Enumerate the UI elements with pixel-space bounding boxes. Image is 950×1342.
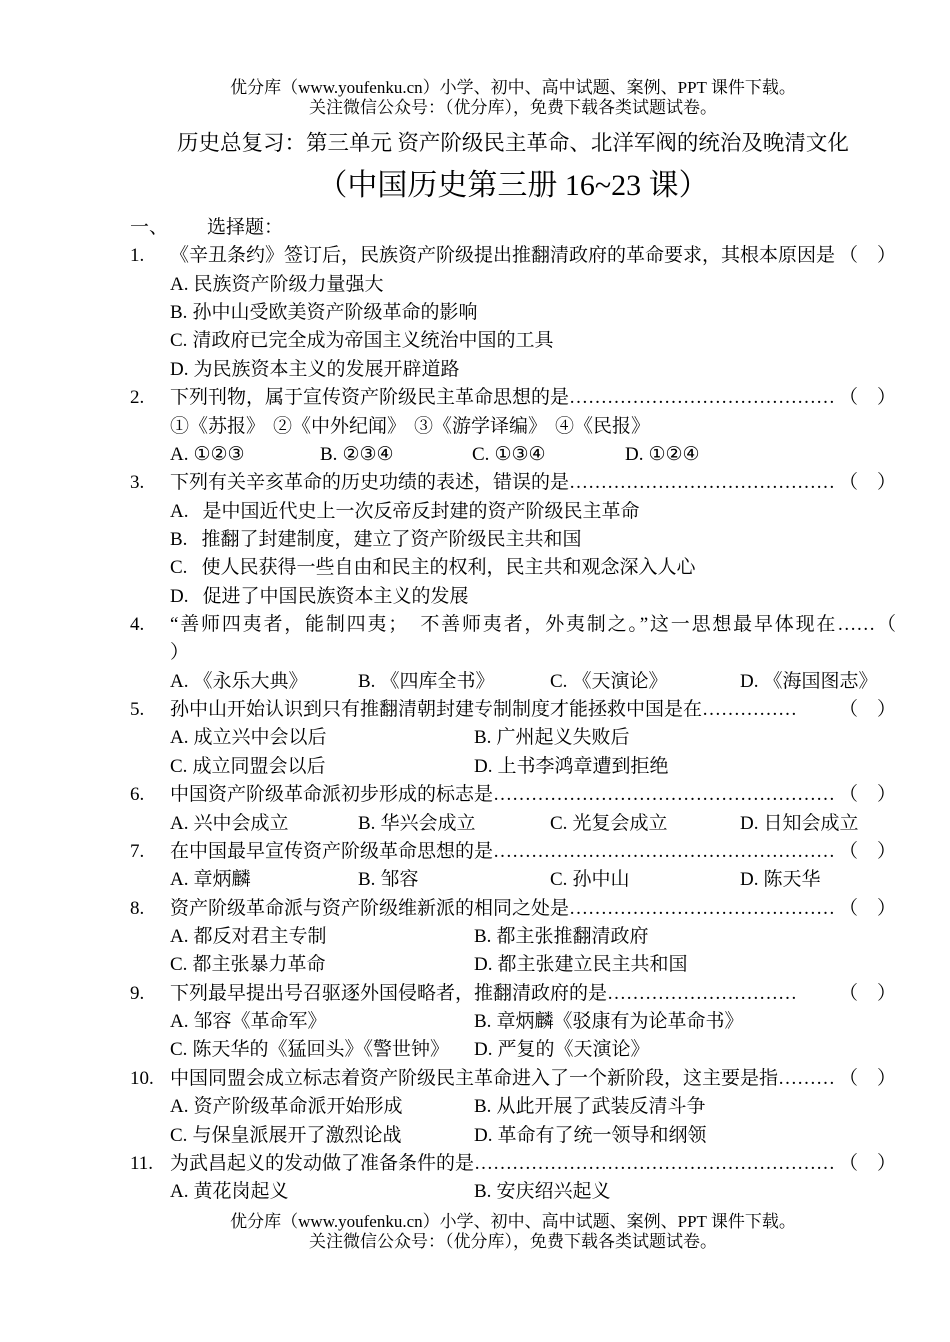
option-text: 光复会成立 xyxy=(572,812,668,834)
option-text: ①②③ xyxy=(193,443,245,465)
question-10 xyxy=(130,1065,896,1150)
question-number: 4. xyxy=(130,614,145,636)
question-stem: 中国同盟会成立标志着资产阶级民主革命进入了一个新阶段，这主要是指 xyxy=(170,1067,779,1089)
option-label: D. xyxy=(740,812,759,834)
option-text: 陈天华的《猛回头》《警世钟》 xyxy=(192,1039,449,1061)
options-row xyxy=(130,668,896,696)
option-label: B. xyxy=(358,812,376,834)
option-text: 民族资产阶级力量强大 xyxy=(193,273,384,295)
footer-line-2: 关注微信公众号：（优分库），免费下载各类试题试卷。 xyxy=(309,1231,717,1251)
option-d xyxy=(130,583,896,611)
option-a xyxy=(170,724,474,752)
answer-blank: （ ） xyxy=(838,1067,896,1089)
options-row xyxy=(130,1093,896,1121)
item-2: ②《中外纪闻》 xyxy=(273,415,407,437)
option-text: 陈天华 xyxy=(763,869,821,891)
option-label: B. xyxy=(170,528,188,550)
question-stem: 下列最早提出号召驱逐外国侵略者，推翻清政府的是 xyxy=(170,982,608,1004)
option-text: 与保皇派展开了激烈论战 xyxy=(192,1124,402,1146)
answer-blank: （ ） xyxy=(838,784,896,806)
option-text: 安庆绍兴起义 xyxy=(496,1181,611,1203)
option-text: 《天演论》 xyxy=(572,670,668,692)
option-a xyxy=(170,923,474,951)
option-label: B. xyxy=(170,302,188,324)
option-c xyxy=(170,753,474,781)
option-a xyxy=(130,271,896,299)
option-text: 清政府已完全成为帝国主义统治中国的工具 xyxy=(192,330,554,352)
option-text: 《四库全书》 xyxy=(380,670,495,692)
option-d xyxy=(625,441,896,469)
question-9 xyxy=(130,980,896,1065)
option-text: 促进了中国民族资本主义的发展 xyxy=(202,585,469,607)
option-label: D. xyxy=(740,670,759,692)
options-row xyxy=(130,1122,896,1150)
option-d xyxy=(740,866,896,894)
section-heading xyxy=(130,214,896,242)
question-stem-line xyxy=(130,895,896,923)
option-c xyxy=(130,327,896,355)
options-row xyxy=(130,923,896,951)
option-text: 华兴会成立 xyxy=(380,812,476,834)
option-text: 成立同盟会以后 xyxy=(192,755,326,777)
section-number: 一、 xyxy=(130,217,169,238)
page-footer xyxy=(130,1212,896,1251)
options-row xyxy=(130,1008,896,1036)
question-stem-line xyxy=(130,980,896,1008)
dot-leader: ……………………………………………… xyxy=(493,840,836,862)
option-label: B. xyxy=(320,443,338,465)
option-label: A. xyxy=(170,1181,189,1203)
option-d xyxy=(130,356,896,384)
question-stem-continuation: ） xyxy=(170,642,190,664)
item-4: ④《民报》 xyxy=(555,415,651,437)
dot-leader: ………………………… xyxy=(607,982,798,1004)
item-3: ③《游学译编》 xyxy=(414,415,548,437)
option-a xyxy=(170,810,358,838)
option-b xyxy=(320,441,472,469)
option-text: 上书李鸿章遭到拒绝 xyxy=(497,755,669,777)
question-stem: 为武昌起义的发动做了准备条件的是 xyxy=(170,1152,475,1174)
question-3 xyxy=(130,469,896,611)
option-a xyxy=(170,866,358,894)
option-b xyxy=(358,810,550,838)
dot-leader: ……… xyxy=(778,1067,836,1089)
dot-leader: ………………………………………………… xyxy=(474,1152,836,1174)
options-row xyxy=(130,866,896,894)
question-number: 9. xyxy=(130,982,145,1004)
option-label: A. xyxy=(170,1096,189,1118)
option-text: 从此开展了武装反清斗争 xyxy=(496,1096,706,1118)
question-stem-line xyxy=(130,1150,896,1178)
question-2 xyxy=(130,384,896,469)
question-number: 5. xyxy=(130,699,145,721)
option-text: ①③④ xyxy=(494,443,546,465)
question-number: 11. xyxy=(130,1152,154,1174)
option-d xyxy=(474,951,896,979)
option-label: D. xyxy=(474,755,493,777)
option-label: D. xyxy=(740,869,759,891)
option-text: 孙中山受欧美资产阶级革命的影响 xyxy=(192,302,478,324)
question-4 xyxy=(130,611,896,696)
option-b xyxy=(474,923,896,951)
option-text: 都反对君主专制 xyxy=(193,925,327,947)
option-b xyxy=(358,866,550,894)
option-label: B. xyxy=(474,1096,492,1118)
numbered-items xyxy=(130,413,896,441)
question-stem-line xyxy=(130,384,896,412)
option-text: ①②④ xyxy=(648,443,700,465)
option-label: D. xyxy=(170,585,189,607)
option-c xyxy=(130,554,896,582)
option-label: A. xyxy=(170,869,189,891)
answer-blank: （ ） xyxy=(838,982,896,1004)
option-label: A. xyxy=(170,925,189,947)
dot-leader: …………… xyxy=(702,699,798,721)
answer-blank: （ ） xyxy=(838,1152,896,1174)
header-line-2: 关注微信公众号：（优分库），免费下载各类试题试卷。 xyxy=(309,97,717,117)
options-row xyxy=(130,1036,896,1064)
option-label: B. xyxy=(358,670,376,692)
options-row xyxy=(130,810,896,838)
option-text: 广州起义失败后 xyxy=(496,727,630,749)
option-text: 邹容 xyxy=(380,869,419,891)
section-label: 选择题： xyxy=(207,217,284,238)
option-a xyxy=(170,668,358,696)
question-stem-line xyxy=(130,1065,896,1093)
option-label: A. xyxy=(170,1011,189,1033)
question-11 xyxy=(130,1150,896,1207)
answer-blank: （ ） xyxy=(838,840,896,862)
option-text: 日知会成立 xyxy=(763,812,859,834)
dot-leader: …………………………………… xyxy=(569,472,836,494)
question-stem: 中国资产阶级革命派初步形成的标志是 xyxy=(170,784,494,806)
question-stem: “善师四夷者，能制四夷； 不善师夷者，外夷制之。”这一思想最早体现在……（ xyxy=(170,614,896,636)
question-stem: 下列刊物，属于宣传资产阶级民主革命思想的是 xyxy=(170,387,570,409)
item-1: ①《苏报》 xyxy=(170,415,266,437)
question-stem-line xyxy=(130,469,896,497)
option-label: D. xyxy=(170,358,189,380)
option-label: C. xyxy=(170,755,188,777)
question-number: 10. xyxy=(130,1067,154,1089)
option-a xyxy=(170,1093,474,1121)
document-title: 历史总复习：第三单元 资产阶级民主革命、北洋军阀的统治及晚清文化 xyxy=(177,131,849,155)
option-d xyxy=(740,668,896,696)
option-label: A. xyxy=(170,443,189,465)
option-text: 是中国近代史上一次反帝反封建的资产阶级民主革命 xyxy=(202,500,640,522)
header-line-1: 优分库（www.youfenku.cn）小学、初中、高中试题、案例、PPT 课件下载。 xyxy=(230,78,796,97)
options-row xyxy=(130,724,896,752)
page-header xyxy=(130,78,896,117)
question-stem-line xyxy=(130,611,896,639)
option-b xyxy=(474,724,896,752)
answer-blank: （ ） xyxy=(838,699,896,721)
question-number: 8. xyxy=(130,897,145,919)
option-label: C. xyxy=(550,670,568,692)
option-text: 孙中山 xyxy=(572,869,630,891)
document-subtitle: （中国历史第三册 16~23 课） xyxy=(317,169,709,202)
option-label: C. xyxy=(550,812,568,834)
option-b xyxy=(130,299,896,327)
options-row xyxy=(130,951,896,979)
question-stem: 在中国最早宣传资产阶级革命思想的是 xyxy=(170,840,494,862)
option-text: 都主张推翻清政府 xyxy=(496,925,649,947)
option-c xyxy=(550,668,740,696)
option-d xyxy=(474,1122,896,1150)
option-label: B. xyxy=(358,869,376,891)
question-stem-line xyxy=(130,696,896,724)
question-number: 1. xyxy=(130,245,145,267)
option-text: 严复的《天演论》 xyxy=(497,1039,650,1061)
option-b xyxy=(474,1093,896,1121)
question-number: 7. xyxy=(130,840,145,862)
option-b xyxy=(358,668,550,696)
option-text: 推翻了封建制度，建立了资产阶级民主共和国 xyxy=(201,528,582,550)
dot-leader: …………………………………… xyxy=(569,387,836,409)
option-text: 都主张建立民主共和国 xyxy=(497,954,688,976)
question-section xyxy=(130,214,896,1207)
option-label: C. xyxy=(472,443,490,465)
question-7 xyxy=(130,838,896,895)
option-d xyxy=(474,753,896,781)
question-stem: 孙中山开始认识到只有推翻清朝封建专制制度才能拯救中国是在 xyxy=(170,699,703,721)
option-c xyxy=(550,810,740,838)
answer-blank: （ ） xyxy=(838,245,896,267)
option-label: C. xyxy=(170,557,188,579)
option-c xyxy=(170,1122,474,1150)
option-label: D. xyxy=(625,443,644,465)
option-label: A. xyxy=(170,500,189,522)
option-text: 黄花岗起义 xyxy=(193,1181,289,1203)
option-a xyxy=(130,498,896,526)
option-d xyxy=(474,1036,896,1064)
option-c xyxy=(472,441,625,469)
option-label: A. xyxy=(170,670,189,692)
option-b xyxy=(474,1008,896,1036)
option-a xyxy=(170,441,320,469)
question-1 xyxy=(130,242,896,384)
option-label: B. xyxy=(474,727,492,749)
option-text: 革命有了统一领导和纲领 xyxy=(497,1124,707,1146)
option-text: ②③④ xyxy=(342,443,394,465)
question-8 xyxy=(130,895,896,980)
option-label: A. xyxy=(170,273,189,295)
option-label: C. xyxy=(170,1124,188,1146)
option-label: D. xyxy=(474,1039,493,1061)
option-label: C. xyxy=(170,1039,188,1061)
option-label: B. xyxy=(474,1011,492,1033)
answer-blank: （ ） xyxy=(838,897,896,919)
option-label: A. xyxy=(170,812,189,834)
dot-leader: ……………………………………………… xyxy=(493,784,836,806)
option-text: 《海国图志》 xyxy=(763,670,878,692)
option-label: A. xyxy=(170,727,189,749)
question-stem: 资产阶级革命派与资产阶级维新派的相同之处是 xyxy=(170,897,570,919)
option-text: 为民族资本主义的发展开辟道路 xyxy=(193,358,460,380)
question-number: 3. xyxy=(130,472,145,494)
option-text: 章炳麟《驳康有为论革命书》 xyxy=(496,1011,744,1033)
option-b xyxy=(474,1178,896,1206)
option-label: C. xyxy=(550,869,568,891)
dot-leader: …………………………………… xyxy=(569,897,836,919)
question-number: 2. xyxy=(130,387,145,409)
answer-blank: （ ） xyxy=(838,387,896,409)
option-text: 使人民获得一些自由和民主的权利，民主共和观念深入人心 xyxy=(201,557,696,579)
question-number: 6. xyxy=(130,784,145,806)
option-c xyxy=(170,1036,474,1064)
question-6 xyxy=(130,781,896,838)
option-text: 邹容《革命军》 xyxy=(193,1011,327,1033)
option-d xyxy=(740,810,896,838)
option-a xyxy=(170,1178,474,1206)
option-b xyxy=(130,526,896,554)
question-stem-line xyxy=(130,838,896,866)
option-c xyxy=(550,866,740,894)
options-row xyxy=(130,753,896,781)
option-label: B. xyxy=(474,925,492,947)
option-c xyxy=(170,951,474,979)
option-label: D. xyxy=(474,1124,493,1146)
footer-line-1: 优分库（www.youfenku.cn）小学、初中、高中试题、案例、PPT 课件下载。 xyxy=(230,1212,796,1231)
question-stem: 下列有关辛亥革命的历史功绩的表述，错误的是 xyxy=(170,472,570,494)
question-stem-line xyxy=(130,242,896,270)
option-label: C. xyxy=(170,954,188,976)
option-text: 都主张暴力革命 xyxy=(192,954,326,976)
answer-blank: （ ） xyxy=(838,472,896,494)
question-stem: 《辛丑条约》签订后，民族资产阶级提出推翻清政府的革命要求，其根本原因是 xyxy=(170,245,836,267)
option-a xyxy=(170,1008,474,1036)
option-text: 成立兴中会以后 xyxy=(193,727,327,749)
option-text: 《永乐大典》 xyxy=(193,670,308,692)
options-row xyxy=(130,441,896,469)
option-label: C. xyxy=(170,330,188,352)
options-row xyxy=(130,1178,896,1206)
option-label: B. xyxy=(474,1181,492,1203)
option-label: D. xyxy=(474,954,493,976)
option-text: 资产阶级革命派开始形成 xyxy=(193,1096,403,1118)
option-text: 兴中会成立 xyxy=(193,812,289,834)
question-5 xyxy=(130,696,896,781)
question-stem-line xyxy=(130,781,896,809)
option-text: 章炳麟 xyxy=(193,869,251,891)
